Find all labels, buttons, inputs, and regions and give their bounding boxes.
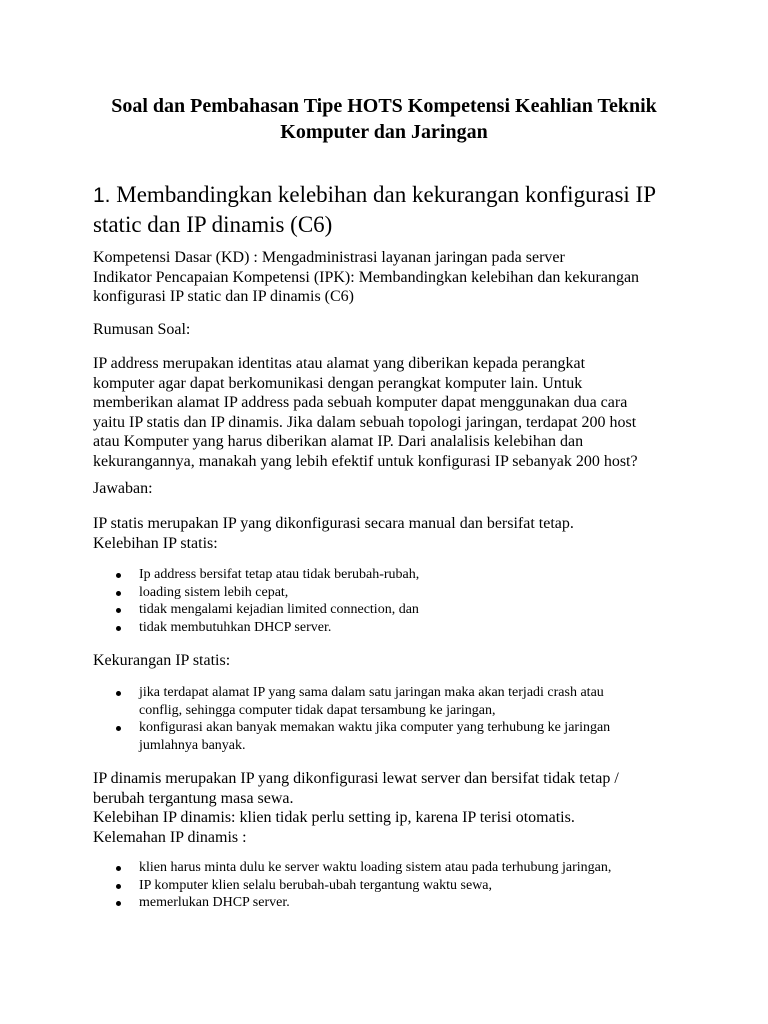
list-item xyxy=(93,584,693,602)
list-item-text: IP komputer klien selalu berubah-ubah tergantung waktu sewa, xyxy=(139,877,493,893)
list-item xyxy=(93,601,693,619)
bullet-icon xyxy=(116,691,121,696)
statis-intro-paragraph xyxy=(93,514,713,553)
list-item-text: klien harus minta dulu ke server waktu loading sistem atau pada terhubung jaringan, xyxy=(139,860,612,875)
kelebihan-statis-list xyxy=(93,566,693,636)
kekurangan-statis-label-text: Kekurangan IP statis: xyxy=(93,652,231,669)
list-item xyxy=(93,859,693,877)
rumusan-line: kekurangannya, manakah yang lebih efektif untuk konfigurasi IP sebanyak 200 host? xyxy=(93,452,638,470)
list-item-text: tidak membutuhkan DHCP server. xyxy=(139,619,332,635)
jawaban-label xyxy=(93,479,713,499)
list-item-text: jumlahnya banyak. xyxy=(139,737,246,753)
document-title xyxy=(80,93,688,145)
ipk-line-1: Indikator Pencapaian Kompetensi (IPK): Membandingkan kelebihan dan kekurangan xyxy=(93,268,640,286)
bullet-icon xyxy=(116,591,121,596)
kekurangan-statis-label xyxy=(93,651,713,671)
list-item xyxy=(93,619,693,637)
bullet-icon xyxy=(116,608,121,613)
rumusan-line: komputer agar dapat berkomunikasi dengan perangkat komputer lain. Untuk xyxy=(93,374,583,392)
question-heading-line-1 xyxy=(93,180,733,210)
title-line-1: Soal dan Pembahasan Tipe HOTS Kompetensi Keahlian Teknik xyxy=(111,95,657,117)
rumusan-label xyxy=(93,320,713,340)
list-item xyxy=(93,719,693,754)
rumusan-line: yaitu IP statis dan IP dinamis. Jika dalam sebuah topologi jaringan, terdapat 200 host xyxy=(93,413,637,431)
bullet-icon xyxy=(116,573,121,578)
question-heading-text-1: Membandingkan kelebihan dan kekurangan konfigurasi IP xyxy=(116,182,656,207)
list-item-text: memerlukan DHCP server. xyxy=(139,895,290,910)
list-item-text: tidak mengalami kejadian limited connection, dan xyxy=(139,602,419,617)
kelemahan-dinamis-list xyxy=(93,859,693,912)
question-heading xyxy=(93,180,733,239)
dinamis-paragraph xyxy=(93,769,713,847)
kd-ipk-paragraph xyxy=(93,248,713,307)
rumusan-line: atau Komputer yang harus diberikan alamat IP. Dari analalisis kelebihan dan xyxy=(93,433,584,450)
kelemahan-dinamis-label: Kelemahan IP dinamis : xyxy=(93,828,247,846)
jawaban-label-text: Jawaban: xyxy=(93,480,153,497)
list-item-text: Ip address bersifat tetap atau tidak berubah-rubah, xyxy=(139,567,420,582)
statis-intro-line-1: IP statis merupakan IP yang dikonfigurasi secara manual dan bersifat tetap. xyxy=(93,515,574,532)
kekurangan-statis-list xyxy=(93,684,693,754)
rumusan-line: memberikan alamat IP address pada sebuah komputer dapat menggunakan dua cara xyxy=(93,394,628,411)
bullet-icon xyxy=(116,626,121,631)
list-item xyxy=(93,894,693,912)
bullet-icon xyxy=(116,901,121,906)
bullet-icon xyxy=(116,884,121,889)
rumusan-label-text: Rumusan Soal: xyxy=(93,321,191,338)
dinamis-line: IP dinamis merupakan IP yang dikonfigurasi lewat server dan bersifat tidak tetap / xyxy=(93,770,619,787)
rumusan-line: IP address merupakan identitas atau alamat yang diberikan kepada perangkat xyxy=(93,355,586,372)
kelebihan-dinamis-line: Kelebihan IP dinamis: klien tidak perlu setting ip, karena IP terisi otomatis. xyxy=(93,809,575,826)
question-number: 1. xyxy=(93,184,111,207)
list-item xyxy=(93,684,693,719)
rumusan-paragraph xyxy=(93,354,713,471)
question-heading-line-2: static dan IP dinamis (C6) xyxy=(93,212,333,237)
list-item xyxy=(93,877,693,895)
title-line-2: Komputer dan Jaringan xyxy=(280,121,488,143)
dinamis-line: berubah tergantung masa sewa. xyxy=(93,789,294,807)
list-item-text: loading sistem lebih cepat, xyxy=(139,584,289,600)
list-item-text: conflig, sehingga computer tidak dapat tersambung ke jaringan, xyxy=(139,702,496,718)
list-item xyxy=(93,566,693,584)
bullet-icon xyxy=(116,866,121,871)
kd-line: Kompetensi Dasar (KD) : Mengadministrasi layanan jaringan pada server xyxy=(93,249,565,266)
list-item-text: konfigurasi akan banyak memakan waktu jika computer yang terhubung ke jaringan xyxy=(139,720,611,735)
ipk-line-2: konfigurasi IP static dan IP dinamis (C6) xyxy=(93,288,354,305)
bullet-icon xyxy=(116,726,121,731)
kelebihan-statis-label: Kelebihan IP statis: xyxy=(93,534,218,552)
list-item-text: jika terdapat alamat IP yang sama dalam satu jaringan maka akan terjadi crash atau xyxy=(139,685,604,700)
